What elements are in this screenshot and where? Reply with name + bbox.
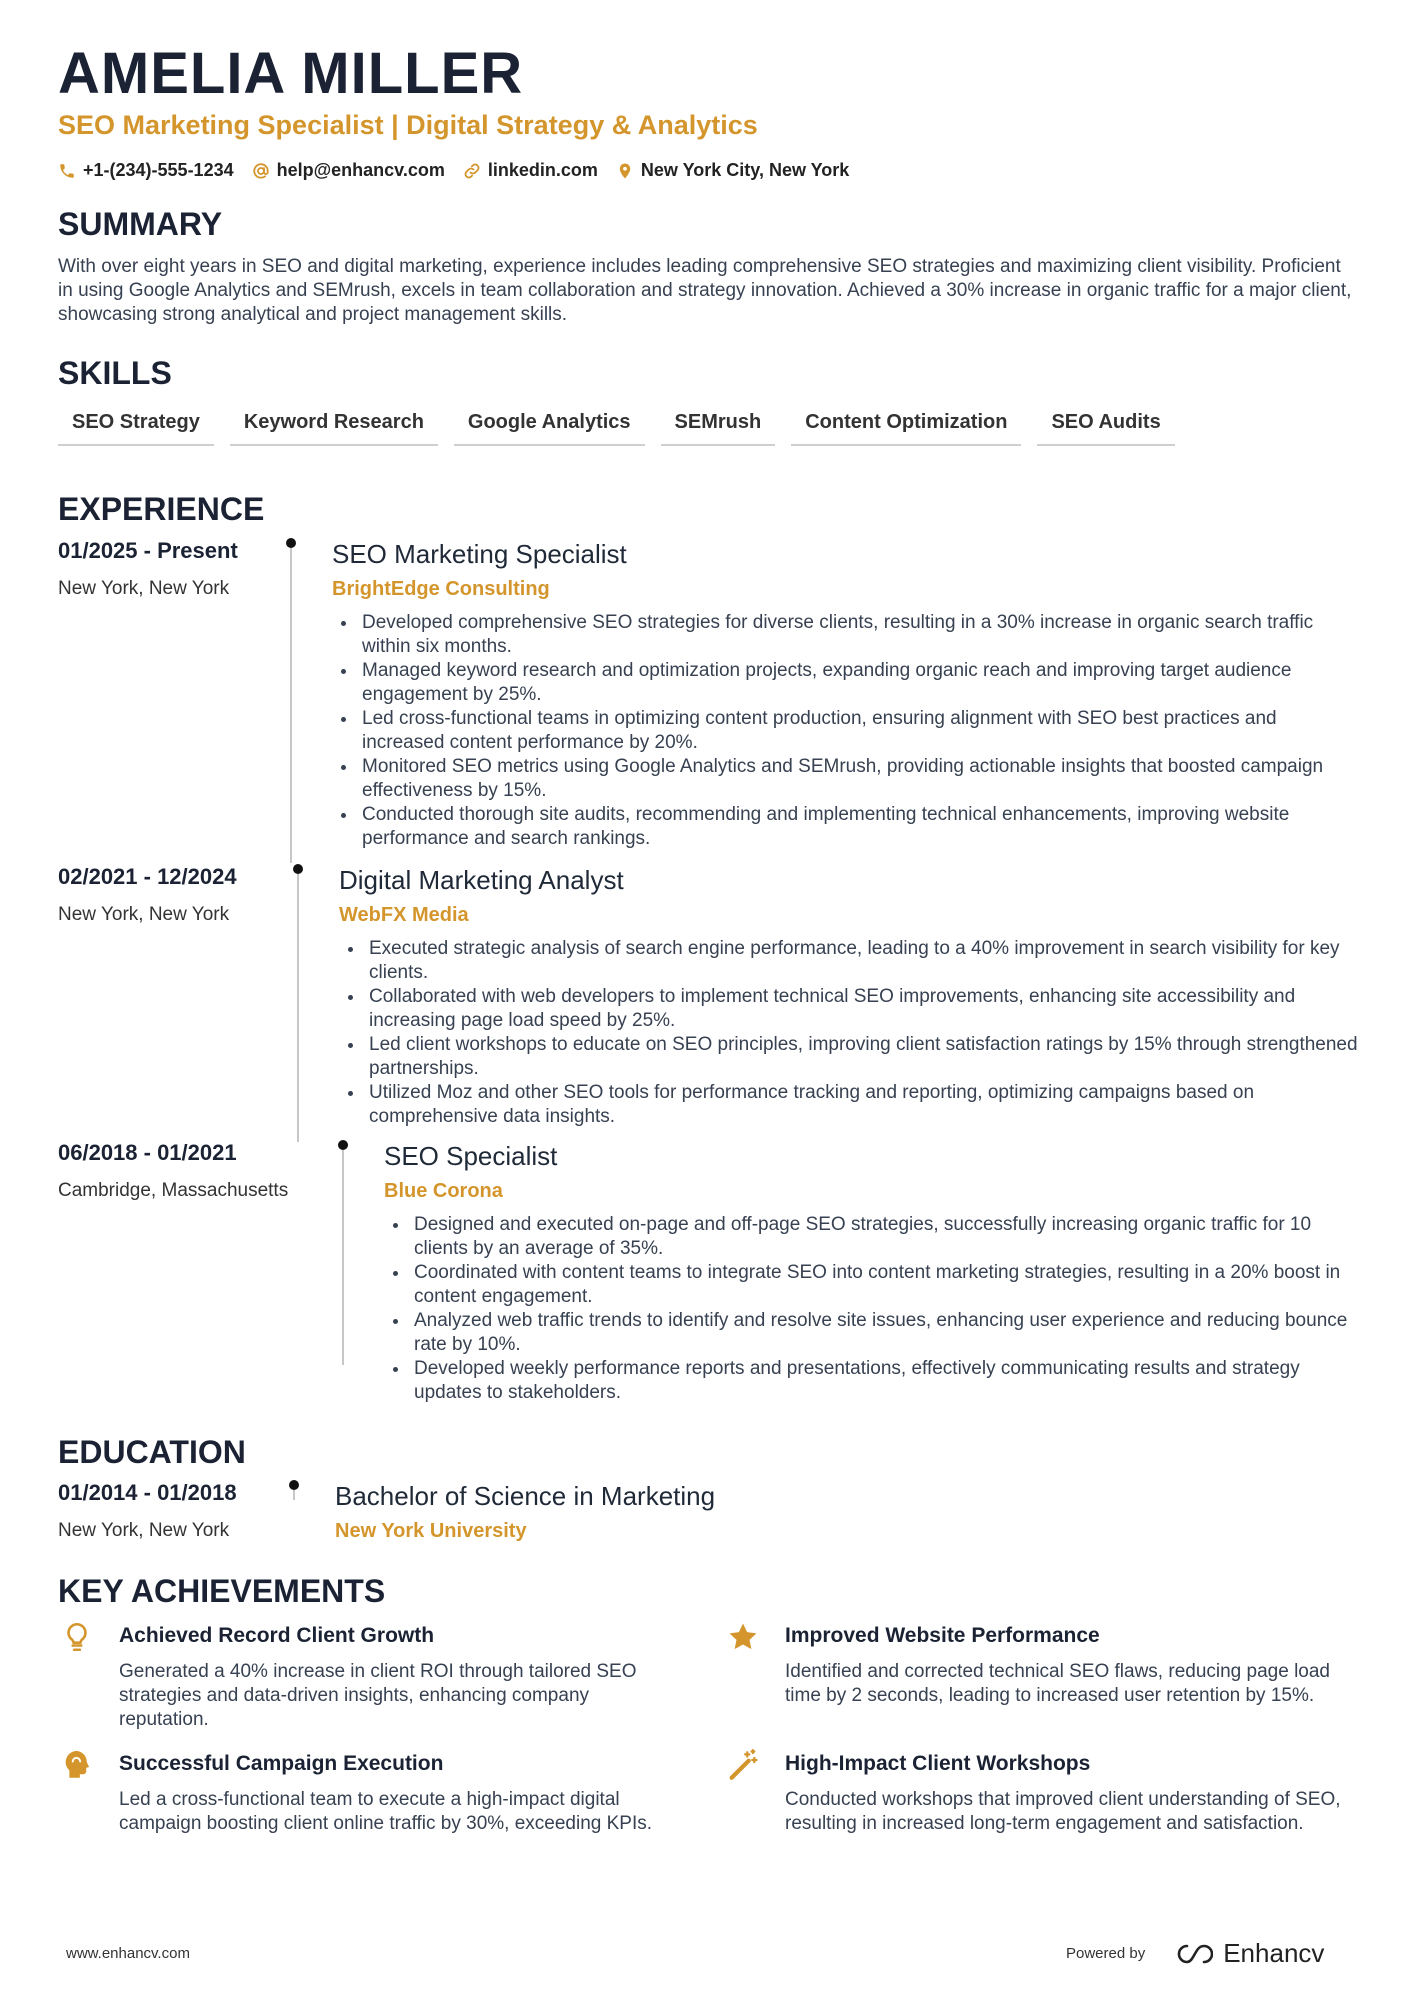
contact-phone[interactable] xyxy=(58,160,234,181)
brain-head-icon xyxy=(60,1748,94,1782)
job-content xyxy=(332,538,1358,851)
achievement-text: Conducted workshops that improved client understanding of SEO, resulting in increased long-term engagement and satisfaction. xyxy=(785,1789,1341,1834)
job-company: BrightEdge Consulting xyxy=(332,578,550,600)
achievements-title: KEY ACHIEVEMENTS xyxy=(58,1573,386,1609)
job-date: 02/2021 - 12/2024 xyxy=(58,864,237,889)
job-location: Cambridge, Massachusetts xyxy=(58,1180,289,1201)
job-location: New York, New York xyxy=(58,578,230,599)
experience-title: EXPERIENCE xyxy=(58,491,265,527)
timeline-line xyxy=(342,1150,344,1365)
contact-linkedin[interactable] xyxy=(463,160,598,181)
job-role: Digital Marketing Analyst xyxy=(339,865,624,895)
list-item: • Executed strategic analysis of search engine performance, leading to a 40% improvement in search visibility for key clients. xyxy=(365,937,1365,985)
list-item: • Led cross-functional teams in optimizing content production, ensuring alignment with SEO best practices and increased content performance by 20%. xyxy=(358,707,1358,755)
footer-branding xyxy=(1066,1938,1324,1969)
education-title: EDUCATION xyxy=(58,1434,246,1470)
job-bullets xyxy=(339,937,1365,1129)
list-item: • Developed comprehensive SEO strategies for diverse clients, resulting in a 30% increase in organic search traffic within six months. xyxy=(358,611,1358,659)
list-item: • Led client workshops to educate on SEO principles, improving client satisfaction ratings by 15% through strengthened partnerships. xyxy=(365,1033,1365,1081)
skill-tag: SEO Audits xyxy=(1037,407,1174,446)
phone-icon xyxy=(58,162,76,180)
timeline-line xyxy=(293,1490,295,1500)
job-location: New York, New York xyxy=(58,904,230,925)
enhancv-logo-icon xyxy=(1167,1941,1213,1967)
timeline-dot xyxy=(338,1140,348,1150)
education-location: New York, New York xyxy=(58,1520,230,1541)
magic-wand-icon xyxy=(726,1748,760,1782)
timeline-line xyxy=(290,548,292,863)
contact-email-text: help@enhancv.com xyxy=(276,160,445,180)
list-item: • Developed weekly performance reports and presentations, effectively communicating results and strategy updates to stakeholders. xyxy=(410,1357,1365,1405)
summary-title: SUMMARY xyxy=(58,206,223,242)
contact-email[interactable] xyxy=(252,160,445,181)
location-pin-icon xyxy=(616,162,634,180)
summary-text: With over eight years in SEO and digital marketing, experience includes leading comprehensive SEO strategies and maximizing client visibility. Proficient in using Google Analytics and SEMrush, excels in team collaboration and strategy innovation. Achieved a 30% increase in organic traffic for a major client, showcasing strong analytical and project management skills. xyxy=(58,256,1352,325)
contact-location-text: New York City, New York xyxy=(640,160,850,180)
achievement-title: Achieved Record Client Growth xyxy=(119,1624,435,1647)
achievement-title: High-Impact Client Workshops xyxy=(785,1752,1091,1775)
powered-by-label: Powered by xyxy=(1066,1945,1146,1962)
skill-tag: Google Analytics xyxy=(454,407,645,446)
job-content xyxy=(384,1140,1365,1405)
achievement-title: Improved Website Performance xyxy=(785,1624,1100,1647)
education-content xyxy=(335,1480,715,1543)
headline: SEO Marketing Specialist | Digital Strategy & Analytics xyxy=(58,110,758,140)
education-date: 01/2014 - 01/2018 xyxy=(58,1480,237,1505)
achievement-text: Generated a 40% increase in client ROI through tailored SEO strategies and data-driven insights, enhancing company reputation. xyxy=(119,1661,637,1730)
timeline-dot xyxy=(286,538,296,548)
list-item: • Collaborated with web developers to implement technical SEO improvements, enhancing site accessibility and increasing page load speed by 25%. xyxy=(365,985,1365,1033)
contact-bar xyxy=(58,160,849,181)
at-icon xyxy=(252,162,270,180)
list-item: • Managed keyword research and optimization projects, expanding organic reach and improving target audience engagement by 25%. xyxy=(358,659,1358,707)
list-item: • Designed and executed on-page and off-page SEO strategies, successfully increasing organic traffic for 10 clients by an average of 35%. xyxy=(410,1213,1365,1261)
list-item: • Conducted thorough site audits, recommending and implementing technical enhancements, improving website performance and search rankings. xyxy=(358,803,1358,851)
degree: Bachelor of Science in Marketing xyxy=(335,1481,716,1511)
school: New York University xyxy=(335,1520,527,1542)
enhancv-logo[interactable] xyxy=(1167,1938,1324,1969)
lightbulb-icon xyxy=(60,1620,94,1654)
achievement-text: Led a cross-functional team to execute a high-impact digital campaign boosting client online traffic by 30%, exceeding KPIs. xyxy=(119,1789,653,1834)
candidate-name: AMELIA MILLER xyxy=(58,41,524,106)
job-company: WebFX Media xyxy=(339,904,469,926)
job-bullets xyxy=(332,611,1358,851)
job-role: SEO Marketing Specialist xyxy=(332,539,627,569)
timeline-line xyxy=(297,874,299,1142)
list-item: • Monitored SEO metrics using Google Analytics and SEMrush, providing actionable insights that boosted campaign effectiveness by 15%. xyxy=(358,755,1358,803)
skill-tag: Keyword Research xyxy=(230,407,438,446)
link-icon xyxy=(463,162,481,180)
star-icon xyxy=(726,1620,760,1654)
contact-linkedin-text: linkedin.com xyxy=(487,160,598,180)
footer-website-link[interactable]: www.enhancv.com xyxy=(66,1945,190,1962)
list-item: • Coordinated with content teams to integrate SEO into content marketing strategies, resulting in a 20% boost in content engagement. xyxy=(410,1261,1365,1309)
skills-title: SKILLS xyxy=(58,355,172,391)
contact-phone-text: +1-(234)-555-1234 xyxy=(83,160,234,180)
job-content xyxy=(339,864,1365,1129)
timeline-dot xyxy=(293,864,303,874)
skill-tag: SEO Strategy xyxy=(58,407,214,446)
achievement-text: Identified and corrected technical SEO flaws, reducing page load time by 2 seconds, leading to increased user retention by 15%. xyxy=(785,1661,1330,1706)
job-company: Blue Corona xyxy=(384,1180,503,1202)
skills-list xyxy=(58,407,1175,446)
contact-location xyxy=(616,160,849,181)
achievement-title: Successful Campaign Execution xyxy=(119,1752,444,1775)
job-bullets xyxy=(384,1213,1365,1405)
brand-name: Enhancv xyxy=(1223,1938,1325,1968)
job-date: 06/2018 - 01/2021 xyxy=(58,1140,237,1165)
skill-tag: SEMrush xyxy=(661,407,776,446)
list-item: • Analyzed web traffic trends to identify and resolve site issues, enhancing user experience and reducing bounce rate by 10%. xyxy=(410,1309,1365,1357)
list-item: • Utilized Moz and other SEO tools for performance tracking and reporting, optimizing campaigns based on comprehensive data insights. xyxy=(365,1081,1365,1129)
job-date: 01/2025 - Present xyxy=(58,538,238,563)
job-role: SEO Specialist xyxy=(384,1141,558,1171)
timeline-dot xyxy=(289,1480,299,1490)
skill-tag: Content Optimization xyxy=(791,407,1021,446)
